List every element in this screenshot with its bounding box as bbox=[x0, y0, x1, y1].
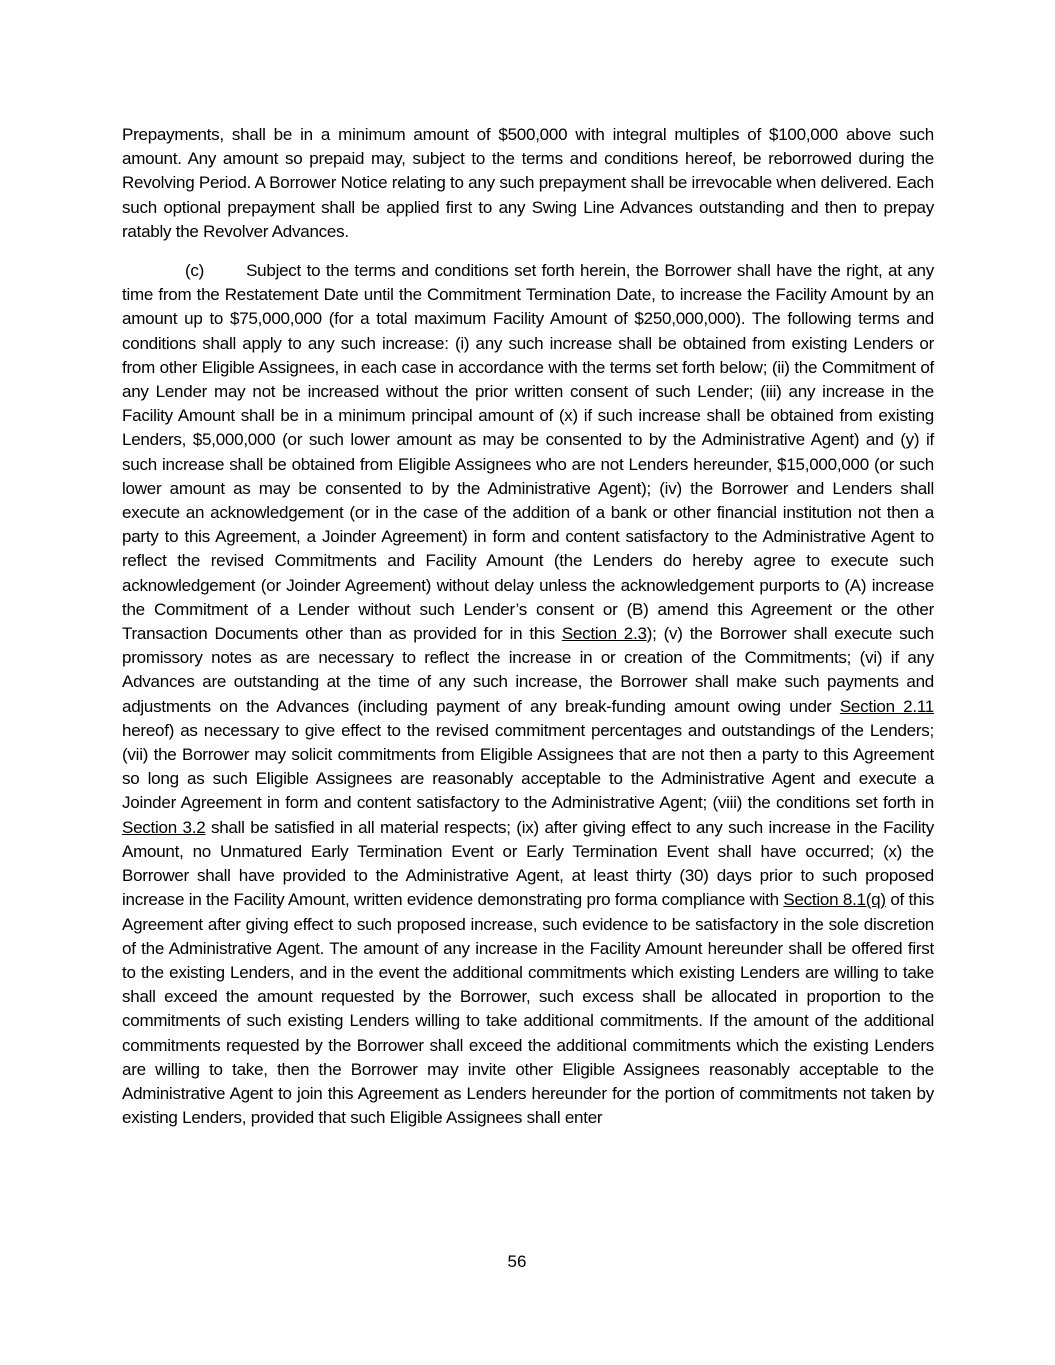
text-segment: hereof) as necessary to give effect to the revised commitment percentages and outstandings of the Lenders; (vii) the Borrower may solicit commitments from Eligible Assignees that are not then a party to this Agreement so long as such Eligible Assignees are reasonably acceptable to the Administrative Agent and execute a Joinder Agreement in form and content satisfactory to the Administrative Agent; (viii) the conditions set forth in bbox=[122, 720, 934, 813]
text-segment: ); (v) the Borrower shall execute such promissory notes as are necessary to reflect the increase in or creation of the Commitments; (vi) if any Advances are outstanding at the time of any such increase, the Borrower shall make such payments and adjustments on the Advances (including payment of any break-funding amount owing under bbox=[122, 624, 935, 716]
paragraph-c-facility-increase bbox=[122, 259, 934, 1130]
text-segment: Subject to the terms and conditions set forth herein, the Borrower shall have the right, at any time from the Restatement Date until the Commitment Termination Date, to increase the Facility Amount by an amount up to $75,000,000 (for a total maximum Facility Amount of $250,000,000). The following terms and conditions shall apply to any such increase: (i) any such increase shall be obtained from existing Lenders or from other Eligible Assignees, in each case in accordance with the terms set forth below; (ii) the Commitment of any Lender may not be increased without the prior written consent of such Lender; (iii) any increase in the Facility Amount shall be in a minimum principal amount of (x) if such increase shall be obtained from existing Lenders, $5,000,000 (or such lower amount as may be consented to by the Administrative Agent) and (y) if such increase shall be obtained from Eligible Assignees who are not Lenders hereunder, $15,000,000 (or such lower amount as may be consented to by the Administrative Agent); (iv) the Borrower and Lenders shall execute an acknowledgement (or in the case of the addition of a bank or other financial institution not then a party to this Agreement, a Joinder Agreement) in form and content satisfactory to the Administrative Agent to reflect the revised Commitments and Facility Amount (the Lenders do hereby agree to execute such acknowledgement (or Joinder Agreement) without delay unless the acknowledgement purports to (A) increase the Commitment of a Lender without such Lender’s consent or (B) amend this Agreement or the other Transaction Documents other than as provided for in this bbox=[122, 261, 934, 644]
paragraph-prepayment-continuation bbox=[122, 123, 934, 244]
text-segment: shall be satisfied in all material respects; (ix) after giving effect to any such increase in the Facility Amount, no Unmatured Early Termination Event or Early Termination Event shall have occurred; (x) the Borrower shall have provided to the Administrative Agent, at least thirty (30) days prior to such proposed increase in the Facility Amount, written evidence demonstrating pro forma compliance with bbox=[122, 817, 934, 910]
section-reference-3-2: Section 3.2 bbox=[122, 817, 206, 837]
clause-label: (c) bbox=[185, 261, 205, 281]
section-reference-8-1-q: Section 8.1(q) bbox=[783, 890, 886, 910]
page-body bbox=[122, 123, 934, 1145]
text-segment: of this Agreement after giving effect to such proposed increase, such evidence to be satisfactory in the sole discretion of the Administrative Agent. The amount of any increase in the Facility Amount hereunder shall be offered first to the existing Lenders, and in the event the additional commitments which existing Lenders are willing to take shall exceed the amount requested by the Borrower, such excess shall be allocated in proportion to the commitments of such existing Lenders willing to take additional commitments. If the amount of the additional commitments requested by the Borrower shall exceed the additional commitments which the existing Lenders are willing to take, then the Borrower may invite other Eligible Assignees reasonably acceptable to the Administrative Agent to join this Agreement as Lenders hereunder for the portion of commitments not taken by existing Lenders, provided that such Eligible Assignees shall enter bbox=[122, 890, 934, 1128]
section-reference-2-3: Section 2.3 bbox=[561, 624, 647, 644]
page-number: 56 bbox=[507, 1252, 527, 1271]
paragraph-text: Prepayments, shall be in a minimum amount of $500,000 with integral multiples of $100,000 above such amount. Any amount so prepaid may, subject to the terms and conditions hereof, be reborrowed during the Revolving Period. A Borrower Notice relating to any such prepayment shall be irrevocable when delivered. Each such optional prepayment shall be applied first to any Swing Line Advances outstanding and then to prepay ratably the Revolver Advances. bbox=[122, 125, 934, 241]
section-reference-2-11: Section 2.11 bbox=[839, 696, 934, 716]
